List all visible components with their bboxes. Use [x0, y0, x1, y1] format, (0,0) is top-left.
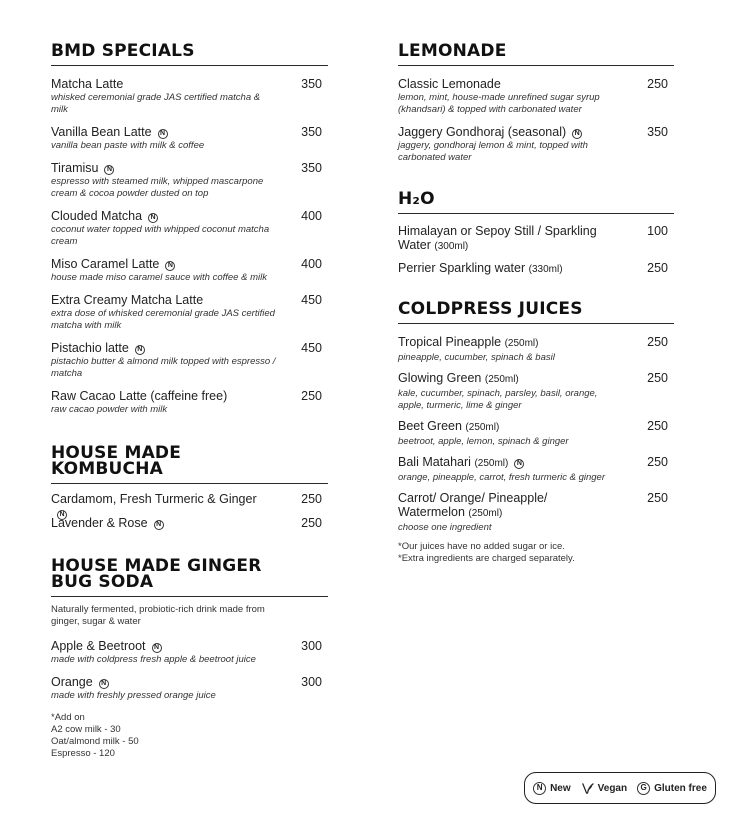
item-price: 300 — [301, 675, 322, 689]
item-price: 250 — [647, 77, 668, 91]
item-price: 250 — [647, 455, 668, 469]
item-name-row — [398, 125, 674, 139]
juice-note: *Extra ingredients are charged separately. — [398, 553, 575, 564]
legend-new — [533, 782, 571, 795]
menu-item — [51, 293, 328, 332]
item-name-row — [51, 675, 328, 689]
item-name: Apple & Beetroot — [51, 639, 146, 653]
new-icon: N — [154, 520, 164, 530]
item-name: Extra Creamy Matcha Latte — [51, 293, 204, 307]
item-volume: (330ml) — [528, 264, 563, 275]
section-title: COLDPRESS JUICES — [398, 299, 583, 319]
menu-item — [398, 455, 674, 484]
item-name: Pistachio latte — [51, 341, 129, 355]
item-description: made with coldpress fresh apple & beetroot juice — [51, 654, 256, 665]
section-divider — [398, 65, 674, 66]
item-description: house made miso caramel sauce with coffee & milk — [51, 272, 267, 283]
item-description: kale, cucumber, spinach, parsley, basil, orange, apple, turmeric, lime & ginger — [398, 388, 598, 411]
menu-item — [398, 491, 674, 534]
section-divider — [51, 65, 328, 66]
item-name-row — [51, 209, 328, 223]
legend-label: New — [550, 782, 571, 794]
legend-label: Gluten free — [654, 782, 707, 794]
legend-label: Vegan — [597, 782, 628, 794]
item-name: Bali Matahari — [398, 455, 471, 469]
item-price: 250 — [301, 389, 322, 403]
item-name: Clouded Matcha — [51, 209, 143, 223]
item-name-row — [51, 125, 328, 139]
item-name: Jaggery Gondhoraj (seasonal) — [398, 125, 567, 139]
item-name: Miso Caramel Latte — [51, 257, 160, 271]
menu-item — [398, 419, 674, 448]
section-title: H₂O — [398, 189, 435, 209]
new-icon: N — [152, 643, 162, 653]
item-name-row — [398, 261, 674, 277]
item-description: raw cacao powder with milk — [51, 404, 168, 415]
addon-line: A2 cow milk - 30 — [51, 724, 121, 735]
item-name: Orange — [51, 675, 93, 689]
item-price: 450 — [301, 341, 322, 355]
item-price: 250 — [647, 371, 668, 385]
item-name: Tropical Pineapple — [398, 335, 502, 349]
item-price: 400 — [301, 257, 322, 271]
addon-line: Oat/almond milk - 50 — [51, 736, 139, 747]
item-description: lemon, mint, house-made unrefined sugar syrup (khandsari) & topped with carbonated water — [398, 92, 600, 115]
item-description: pistachio butter & almond milk topped with espresso / matcha — [51, 356, 276, 379]
section-title: BMD SPECIALS — [51, 41, 195, 61]
item-description: made with freshly pressed orange juice — [51, 690, 216, 701]
item-name: Beet Green — [398, 419, 462, 433]
vegan-leaf-icon — [581, 782, 594, 795]
section-divider — [51, 596, 328, 597]
item-price: 450 — [301, 293, 322, 307]
item-price: 300 — [301, 639, 322, 653]
section-kombucha — [51, 445, 328, 484]
item-name: Raw Cacao Latte (caffeine free) — [51, 389, 228, 403]
section-divider — [51, 483, 328, 484]
item-price: 250 — [647, 491, 668, 505]
item-volume: (250ml) — [504, 338, 539, 349]
menu-item — [398, 371, 674, 412]
item-volume: (250ml) — [484, 374, 519, 385]
section-bmd-specials — [51, 43, 328, 66]
item-name-row — [398, 224, 674, 254]
item-name-row — [51, 161, 328, 175]
item-volume: (300ml) — [434, 241, 469, 252]
menu-item — [51, 257, 328, 284]
item-name-row — [51, 516, 328, 530]
section-title: HOUSE MADE GINGER BUG SODA — [51, 556, 262, 592]
item-description: beetroot, apple, lemon, spinach & ginger — [398, 436, 569, 447]
new-icon: N — [148, 213, 158, 223]
new-icon: N — [533, 782, 546, 795]
item-price: 350 — [301, 161, 322, 175]
menu-item — [398, 125, 674, 164]
menu-item — [51, 161, 328, 200]
new-icon: N — [572, 129, 582, 139]
item-description: choose one ingredient — [398, 522, 492, 533]
section-title: HOUSE MADE KOMBUCHA — [51, 443, 182, 479]
menu-item — [51, 341, 328, 380]
item-price: 250 — [301, 516, 322, 530]
menu-item — [51, 125, 328, 152]
item-name: Perrier Sparkling water — [398, 261, 526, 275]
item-name-row — [398, 335, 674, 351]
item-name: Classic Lemonade — [398, 77, 501, 91]
item-name-row — [51, 257, 328, 271]
juice-note: *Our juices have no added sugar or ice. — [398, 541, 565, 552]
item-price: 250 — [301, 492, 322, 506]
menu-item — [398, 335, 674, 364]
menu-item — [51, 675, 328, 702]
item-price: 100 — [647, 224, 668, 238]
item-price: 250 — [647, 419, 668, 433]
legend-gluten-free — [637, 782, 707, 795]
gluten-free-icon: G — [637, 782, 650, 795]
item-price: 350 — [647, 125, 668, 139]
item-price: 400 — [301, 209, 322, 223]
item-volume: (250ml) — [474, 458, 509, 469]
new-icon: N — [99, 679, 109, 689]
item-name: Glowing Green — [398, 371, 482, 385]
menu-item — [398, 261, 674, 277]
item-description: espresso with steamed milk, whipped mascarpone cream & cocoa powder dusted on top — [51, 176, 264, 199]
item-price: 350 — [301, 77, 322, 91]
item-description: vanilla bean paste with milk & coffee — [51, 140, 205, 151]
menu-item — [51, 209, 328, 248]
menu-item — [398, 77, 674, 116]
item-description: jaggery, gondhoraj lemon & mint, topped with carbonated water — [398, 140, 588, 163]
section-divider — [398, 213, 674, 214]
item-name-row — [51, 639, 328, 653]
item-volume: (250ml) — [468, 508, 503, 519]
section-title: LEMONADE — [398, 41, 507, 61]
item-price: 250 — [647, 261, 668, 275]
item-description: whisked ceremonial grade JAS certified matcha & milk — [51, 92, 261, 115]
item-name: Cardamom, Fresh Turmeric & Ginger — [51, 492, 257, 506]
item-name: Vanilla Bean Latte — [51, 125, 152, 139]
addon-line: *Add on — [51, 712, 85, 723]
item-name-row — [398, 455, 674, 471]
new-icon: N — [104, 165, 114, 175]
item-name: Matcha Latte — [51, 77, 124, 91]
item-name-row — [398, 419, 674, 435]
addon-line: Espresso - 120 — [51, 748, 115, 759]
menu-item — [51, 77, 328, 116]
section-lemonade — [398, 43, 674, 66]
section-coldpress-juices — [398, 301, 674, 324]
menu-item — [51, 516, 328, 530]
new-icon: N — [165, 261, 175, 271]
new-icon: N — [135, 345, 145, 355]
menu-item — [398, 224, 674, 254]
item-name-row — [398, 491, 674, 521]
section-h2o — [398, 191, 674, 214]
new-icon: N — [514, 459, 524, 469]
new-icon: N — [158, 129, 168, 139]
section-ginger-bug-soda — [51, 558, 328, 597]
section-divider — [398, 323, 674, 324]
item-name-row — [51, 341, 328, 355]
item-description: coconut water topped with whipped coconut matcha cream — [51, 224, 270, 247]
legend-vegan — [581, 782, 627, 795]
item-description: extra dose of whisked ceremonial grade JAS certified matcha with milk — [51, 308, 275, 331]
item-name: Himalayan or Sepoy Still / Sparkling Water — [398, 224, 597, 252]
item-price: 350 — [301, 125, 322, 139]
item-volume: (250ml) — [465, 422, 500, 433]
legend — [524, 772, 716, 804]
juice-notes — [398, 541, 575, 565]
menu-item — [51, 389, 328, 416]
section-intro: Naturally fermented, probiotic-rich drink made from ginger, sugar & water — [51, 604, 265, 627]
menu-item — [51, 639, 328, 666]
item-description: orange, pineapple, carrot, fresh turmeric & ginger — [398, 472, 605, 483]
item-price: 250 — [647, 335, 668, 349]
item-name: Lavender & Rose — [51, 516, 148, 530]
item-description: pineapple, cucumber, spinach & basil — [398, 352, 555, 363]
item-name: Tiramisu — [51, 161, 99, 175]
item-name-row — [398, 371, 674, 387]
item-name: Carrot/ Orange/ Pineapple/ Watermelon — [398, 491, 548, 519]
addon-list — [51, 712, 139, 760]
new-icon: N — [57, 510, 67, 520]
